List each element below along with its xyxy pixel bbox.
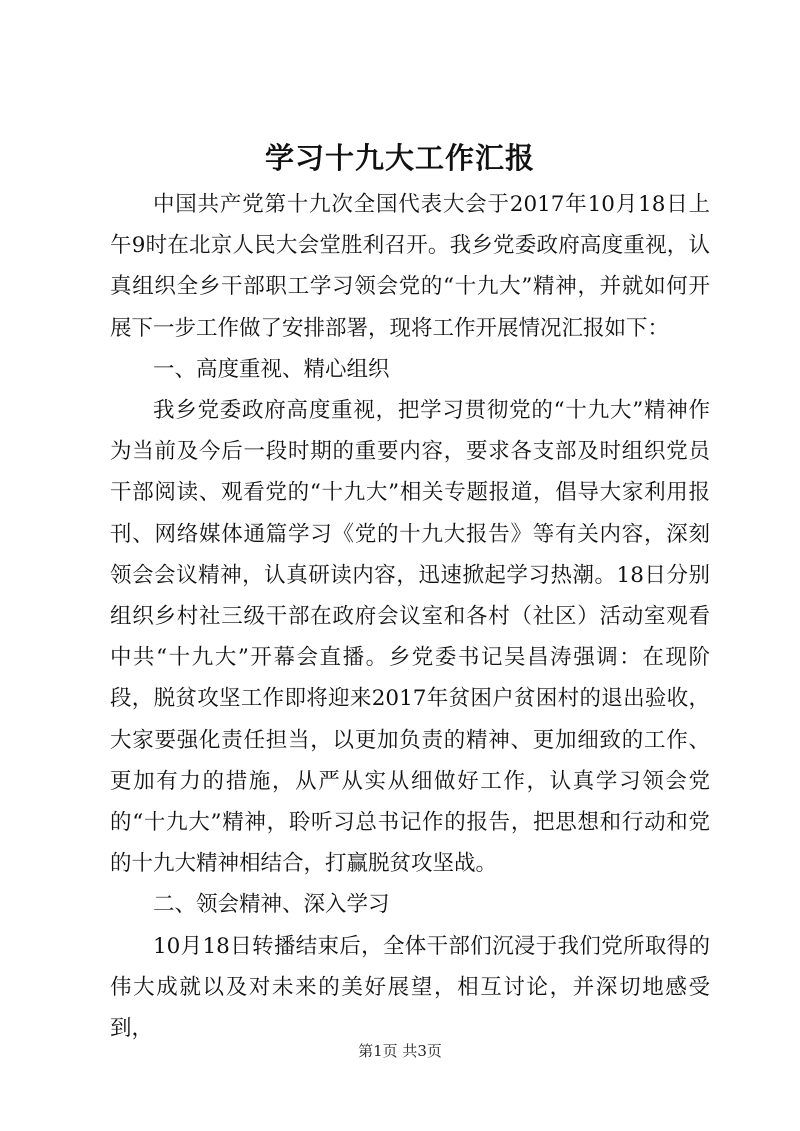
paragraph-section-2: 10月18日转播结束后，全体干部们沉浸于我们党所取得的伟大成就以及对未来的美好展望，相互讨论，并深切地感受到， [110, 933, 710, 1042]
document-title: 学习十九大工作汇报 [264, 141, 535, 175]
section-heading-1: 一、高度重视、精心组织 [153, 356, 390, 382]
paragraph-section-1: 我乡党委政府高度重视，把学习贯彻党的“十九大”精神作为当前及今后一段时期的重要内容，要求各支部及时组织党员干部阅读、观看党的“十九大”相关专题报道，倡导大家利用报刊、网络媒体通篇学习《党的十九大报告》等有关内容，深刻领会会议精神，认真研读内容，迅速掀起学习热潮。18日分别组织乡村社三级干部在政府会议室和各村（社区）活动室观看中共“十九大”开幕会直播。乡党委书记吴昌涛强调：在现阶段，脱贫攻坚工作即将迎来2017年贫困户贫困村的退出验收，大家要强化责任担当，以更加负责的精神、更加细致的工作、更加有力的措施，从严从实从细做好工作，认真学习领会党的“十九大”精神，聆听习总书记作的报告，把思想和行动和党的十九大精神相结合，打赢脱贫攻坚战。 [110, 398, 710, 877]
paragraph-intro: 中国共产党第十九次全国代表大会于2017年10月18日上午9时在北京人民大会堂胜利召开。我乡党委政府高度重视，认真组织全乡干部职工学习领会党的“十九大”精神，并就如何开展下一步工作做了安排部署，现将工作开展情况汇报如下： [110, 192, 710, 341]
document-body [110, 184, 710, 1049]
section-heading-2: 二、领会精神、深入学习 [153, 892, 390, 918]
page-number-footer: 第1页 共3页 [358, 1042, 442, 1060]
